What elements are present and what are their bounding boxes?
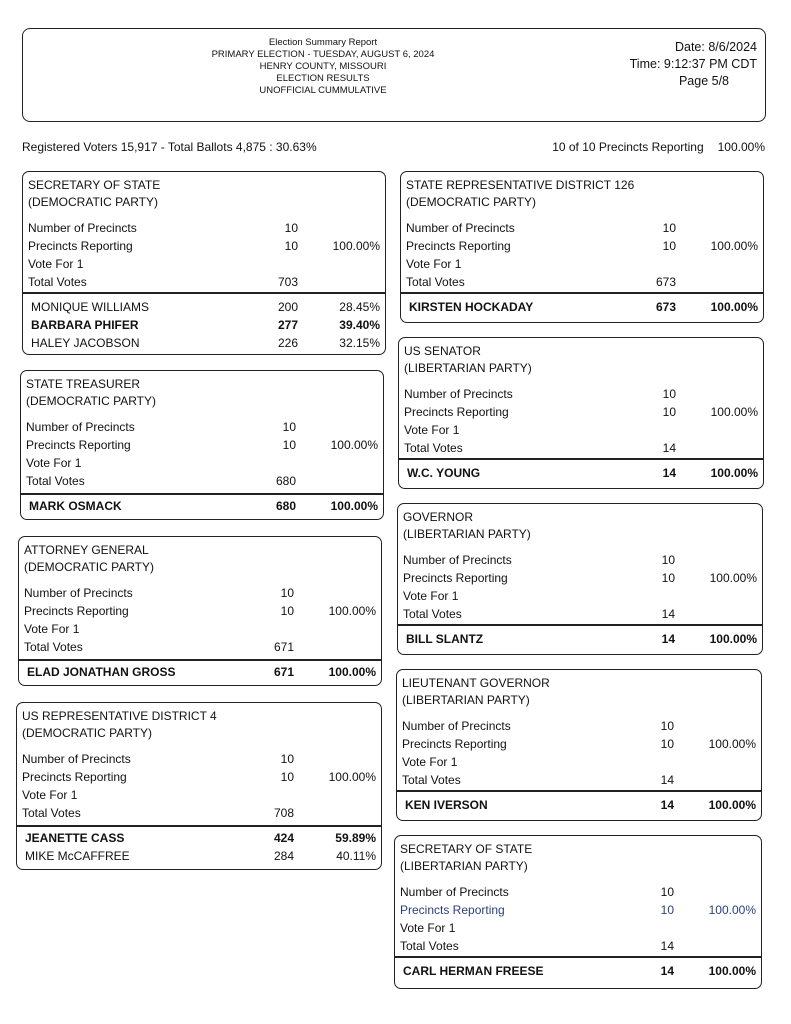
candidate-name: MONIQUE WILLIAMS: [31, 300, 150, 314]
precincts-reporting-row: [406, 237, 758, 255]
candidate-list: [409, 298, 758, 316]
precincts-reporting-row: [22, 768, 376, 786]
vote-for-row: [402, 753, 756, 771]
candidate-percent: 39.40%: [339, 318, 380, 332]
stat-value: 10: [661, 553, 675, 567]
contest-office: LIEUTENANT GOVERNOR: [402, 676, 550, 690]
stat-value: 10: [661, 571, 675, 585]
candidate-votes: 14: [660, 964, 674, 978]
candidate-name: KEN IVERSON: [405, 798, 488, 812]
contest-office: SECRETARY OF STATE: [28, 178, 161, 192]
contest-party: (DEMOCRATIC PARTY): [22, 726, 153, 740]
candidate-percent: 100.00%: [708, 964, 756, 978]
precincts-reporting-row: [28, 237, 380, 255]
contest-box: [22, 171, 386, 355]
candidate-votes: 14: [661, 632, 675, 646]
stat-label: Precincts Reporting: [24, 604, 129, 618]
candidate-percent: 40.11%: [336, 849, 376, 863]
candidate-votes: 200: [277, 300, 298, 314]
number-of-precincts-row: [403, 551, 757, 569]
stat-value: 10: [662, 239, 676, 253]
stat-label: Total Votes: [22, 806, 81, 820]
stat-label: Total Votes: [24, 640, 83, 654]
stat-value: 10: [660, 885, 674, 899]
candidate-name: BARBARA PHIFER: [31, 318, 139, 332]
stat-label: Number of Precincts: [404, 387, 513, 401]
candidate-name: JEANETTE CASS: [25, 831, 125, 845]
stat-label: Total Votes: [406, 275, 465, 289]
total-votes-row: [404, 439, 758, 457]
stat-label: Total Votes: [403, 607, 462, 621]
stat-label: Vote For 1: [403, 589, 459, 603]
candidate-percent: 100.00%: [710, 300, 758, 314]
candidate-percent: 59.89%: [335, 831, 376, 845]
stat-value: 10: [660, 719, 674, 733]
total-votes-row: [28, 273, 380, 291]
stat-value: 10: [660, 903, 674, 917]
precincts-reporting-row: [403, 569, 757, 587]
stat-label: Precincts Reporting: [28, 239, 133, 253]
total-votes-row: [403, 605, 757, 623]
candidate-divider: [398, 458, 764, 460]
vote-for-row: [400, 919, 756, 937]
contest-office: US SENATOR: [404, 344, 481, 358]
contest-party: (DEMOCRATIC PARTY): [26, 394, 157, 408]
vote-for-row: [403, 587, 757, 605]
report-header: [22, 28, 766, 122]
stat-value: 10: [282, 420, 296, 434]
candidate-row: [406, 630, 757, 648]
page-number: Page 5/8: [678, 74, 729, 88]
stat-percent: 100.00%: [708, 737, 756, 751]
candidate-percent: 100.00%: [709, 632, 757, 646]
results-label: ELECTION RESULTS: [276, 73, 370, 84]
candidate-list: [27, 663, 376, 681]
candidate-divider: [396, 790, 762, 792]
candidate-name: KIRSTEN HOCKADAY: [409, 300, 534, 314]
candidate-votes: 226: [277, 336, 298, 350]
stat-percent: 100.00%: [710, 239, 758, 253]
candidate-percent: 28.45%: [339, 300, 380, 314]
stat-label: Vote For 1: [22, 788, 78, 802]
candidate-row: [407, 464, 758, 482]
report-title-block: [173, 37, 473, 97]
stat-percent: 100.00%: [332, 239, 380, 253]
contest-box: [18, 536, 382, 686]
candidate-percent: 100.00%: [708, 798, 756, 812]
stat-value: 10: [282, 438, 296, 452]
candidate-name: MIKE McCAFFREE: [25, 849, 130, 863]
vote-for-row: [406, 255, 758, 273]
contest-stats: [404, 385, 758, 457]
number-of-precincts-row: [402, 717, 756, 735]
number-of-precincts-row: [406, 219, 758, 237]
status-label: UNOFFICIAL CUMMULATIVE: [259, 85, 387, 96]
candidate-list: [25, 829, 376, 865]
stat-label: Number of Precincts: [28, 221, 137, 235]
stat-label: Precincts Reporting: [400, 903, 505, 917]
candidate-list: [403, 962, 756, 980]
precincts-reporting-row: [400, 901, 756, 919]
stat-label: Total Votes: [26, 474, 85, 488]
precincts-reporting-row: [402, 735, 756, 753]
stat-value: 703: [277, 275, 298, 289]
number-of-precincts-row: [22, 750, 376, 768]
county-name: HENRY COUNTY, MISSOURI: [259, 61, 387, 72]
candidate-percent: 100.00%: [330, 499, 378, 513]
candidate-divider: [16, 825, 382, 827]
contest-box: [400, 171, 764, 323]
stat-percent: 100.00%: [328, 604, 376, 618]
stat-label: Vote For 1: [26, 456, 82, 470]
stat-value: 10: [662, 221, 676, 235]
candidate-votes: 673: [655, 300, 676, 314]
contest-box: [397, 503, 763, 655]
report-meta: [587, 39, 757, 90]
vote-for-row: [22, 786, 376, 804]
total-votes-row: [26, 472, 378, 490]
stat-value: 673: [655, 275, 676, 289]
stat-value: 671: [273, 640, 294, 654]
stat-value: 10: [280, 770, 294, 784]
contest-stats: [22, 750, 376, 822]
candidate-votes: 680: [275, 499, 296, 513]
candidate-list: [405, 796, 756, 814]
contest-box: [394, 835, 762, 989]
precincts-reporting-summary: [552, 140, 765, 154]
candidate-percent: 100.00%: [328, 665, 376, 679]
stat-value: 10: [284, 239, 298, 253]
contest-party: (LIBERTARIAN PARTY): [402, 693, 530, 707]
stat-label: Number of Precincts: [400, 885, 509, 899]
contest-office: SECRETARY OF STATE: [400, 842, 533, 856]
stat-label: Precincts Reporting: [22, 770, 127, 784]
stat-value: 14: [660, 939, 674, 953]
contest-box: [396, 669, 762, 821]
contest-party: (DEMOCRATIC PARTY): [24, 560, 155, 574]
candidate-row: [403, 962, 756, 980]
contest-title: [28, 177, 160, 211]
contest-office: STATE TREASURER: [26, 377, 141, 391]
contest-office: US REPRESENTATIVE DISTRICT 4: [22, 709, 217, 723]
contest-office: ATTORNEY GENERAL: [24, 543, 149, 557]
stat-value: 10: [660, 737, 674, 751]
contest-stats: [402, 717, 756, 789]
candidate-votes: 14: [660, 798, 674, 812]
stat-value: 708: [273, 806, 294, 820]
contest-party: (LIBERTARIAN PARTY): [400, 859, 528, 873]
stat-value: 10: [280, 586, 294, 600]
total-votes-row: [24, 638, 376, 656]
contest-party: (DEMOCRATIC PARTY): [28, 195, 159, 209]
contest-title: [400, 841, 532, 875]
stat-label: Number of Precincts: [26, 420, 135, 434]
stat-label: Total Votes: [28, 275, 87, 289]
report-time: Time: 9:12:37 PM CDT: [629, 57, 757, 71]
stat-percent: 100.00%: [709, 571, 757, 585]
stat-value: 10: [280, 752, 294, 766]
contest-stats: [26, 418, 378, 490]
candidate-votes: 284: [273, 849, 294, 863]
total-votes-row: [402, 771, 756, 789]
contest-title: [406, 177, 634, 211]
candidate-divider: [22, 292, 386, 294]
candidate-name: MARK OSMACK: [29, 499, 122, 513]
stat-label: Vote For 1: [400, 921, 456, 935]
stat-label: Vote For 1: [24, 622, 80, 636]
candidate-row: [31, 298, 380, 316]
stat-value: 14: [661, 607, 675, 621]
contest-title: [404, 343, 532, 377]
stat-label: Number of Precincts: [402, 719, 511, 733]
stat-label: Precincts Reporting: [26, 438, 131, 452]
contest-stats: [403, 551, 757, 623]
candidate-votes: 671: [273, 665, 294, 679]
contest-box: [398, 337, 764, 489]
contest-party: (LIBERTARIAN PARTY): [404, 361, 532, 375]
stat-label: Precincts Reporting: [406, 239, 511, 253]
number-of-precincts-row: [404, 385, 758, 403]
contest-stats: [406, 219, 758, 291]
candidate-votes: 424: [273, 831, 294, 845]
candidate-name: W.C. YOUNG: [407, 466, 481, 480]
candidate-name: HALEY JACOBSON: [31, 336, 140, 350]
contest-title: [26, 376, 156, 410]
stat-label: Precincts Reporting: [402, 737, 507, 751]
contest-stats: [24, 584, 376, 656]
candidate-divider: [18, 659, 382, 661]
stat-percent: 100.00%: [710, 405, 758, 419]
stat-value: 10: [280, 604, 294, 618]
precincts-reporting-row: [26, 436, 378, 454]
precincts-reporting-pct: 100.00%: [717, 140, 765, 154]
contest-stats: [28, 219, 380, 291]
candidate-list: [407, 464, 758, 482]
contest-box: [20, 370, 384, 520]
stat-percent: 100.00%: [328, 770, 376, 784]
number-of-precincts-row: [24, 584, 376, 602]
stat-label: Vote For 1: [406, 257, 462, 271]
vote-for-row: [24, 620, 376, 638]
contest-office: STATE REPRESENTATIVE DISTRICT 126: [406, 178, 635, 192]
election-name: PRIMARY ELECTION - TUESDAY, AUGUST 6, 2024: [211, 49, 435, 60]
stat-value: 10: [284, 221, 298, 235]
contest-title: [22, 708, 217, 742]
report-date: Date: 8/6/2024: [674, 40, 757, 54]
number-of-precincts-row: [400, 883, 756, 901]
candidate-row: [27, 663, 376, 681]
stat-label: Number of Precincts: [403, 553, 512, 567]
stat-label: Vote For 1: [404, 423, 460, 437]
stat-label: Number of Precincts: [406, 221, 515, 235]
stat-percent: 100.00%: [708, 903, 756, 917]
candidate-percent: 100.00%: [710, 466, 758, 480]
contest-box: [16, 702, 382, 870]
stat-label: Precincts Reporting: [404, 405, 509, 419]
candidate-votes: 277: [277, 318, 298, 332]
contest-stats: [400, 883, 756, 955]
candidate-list: [31, 298, 380, 352]
precincts-reporting-row: [404, 403, 758, 421]
stat-percent: 100.00%: [330, 438, 378, 452]
candidate-votes: 14: [662, 466, 676, 480]
candidate-list: [29, 497, 378, 515]
candidate-row: [409, 298, 758, 316]
total-votes-row: [400, 937, 756, 955]
stat-value: 14: [662, 441, 676, 455]
contest-office: GOVERNOR: [403, 510, 474, 524]
stat-value: 680: [275, 474, 296, 488]
stat-value: 14: [660, 773, 674, 787]
candidate-divider: [20, 493, 384, 495]
candidate-row: [29, 497, 378, 515]
stat-label: Total Votes: [402, 773, 461, 787]
candidate-row: [25, 829, 376, 847]
precincts-reporting-row: [24, 602, 376, 620]
stat-value: 10: [662, 387, 676, 401]
contest-title: [24, 542, 154, 576]
candidate-row: [405, 796, 756, 814]
candidate-percent: 32.15%: [339, 336, 380, 350]
vote-for-row: [404, 421, 758, 439]
candidate-name: BILL SLANTZ: [406, 632, 484, 646]
registered-voters-summary: Registered Voters 15,917 - Total Ballots 4,875 : 30.63%: [22, 140, 317, 154]
candidate-divider: [394, 956, 762, 958]
candidate-row: [31, 334, 380, 352]
total-votes-row: [22, 804, 376, 822]
stat-label: Vote For 1: [402, 755, 458, 769]
stat-value: 10: [662, 405, 676, 419]
report-title: Election Summary Report: [268, 37, 378, 48]
stat-label: Number of Precincts: [22, 752, 131, 766]
number-of-precincts-row: [28, 219, 380, 237]
candidate-name: ELAD JONATHAN GROSS: [27, 665, 176, 679]
stat-label: Precincts Reporting: [403, 571, 508, 585]
stat-label: Number of Precincts: [24, 586, 133, 600]
vote-for-row: [28, 255, 380, 273]
stat-label: Total Votes: [404, 441, 463, 455]
total-votes-row: [406, 273, 758, 291]
precincts-reporting-text: 10 of 10 Precincts Reporting: [552, 140, 704, 154]
candidate-divider: [397, 624, 763, 626]
stat-label: Total Votes: [400, 939, 459, 953]
contest-title: [403, 509, 531, 543]
vote-for-row: [26, 454, 378, 472]
candidate-name: CARL HERMAN FREESE: [403, 964, 544, 978]
candidate-list: [406, 630, 757, 648]
contest-title: [402, 675, 550, 709]
contest-party: (DEMOCRATIC PARTY): [406, 195, 537, 209]
candidate-row: [31, 316, 380, 334]
candidate-row: [25, 847, 376, 865]
candidate-divider: [400, 292, 764, 294]
stat-label: Vote For 1: [28, 257, 84, 271]
number-of-precincts-row: [26, 418, 378, 436]
contest-party: (LIBERTARIAN PARTY): [403, 527, 531, 541]
